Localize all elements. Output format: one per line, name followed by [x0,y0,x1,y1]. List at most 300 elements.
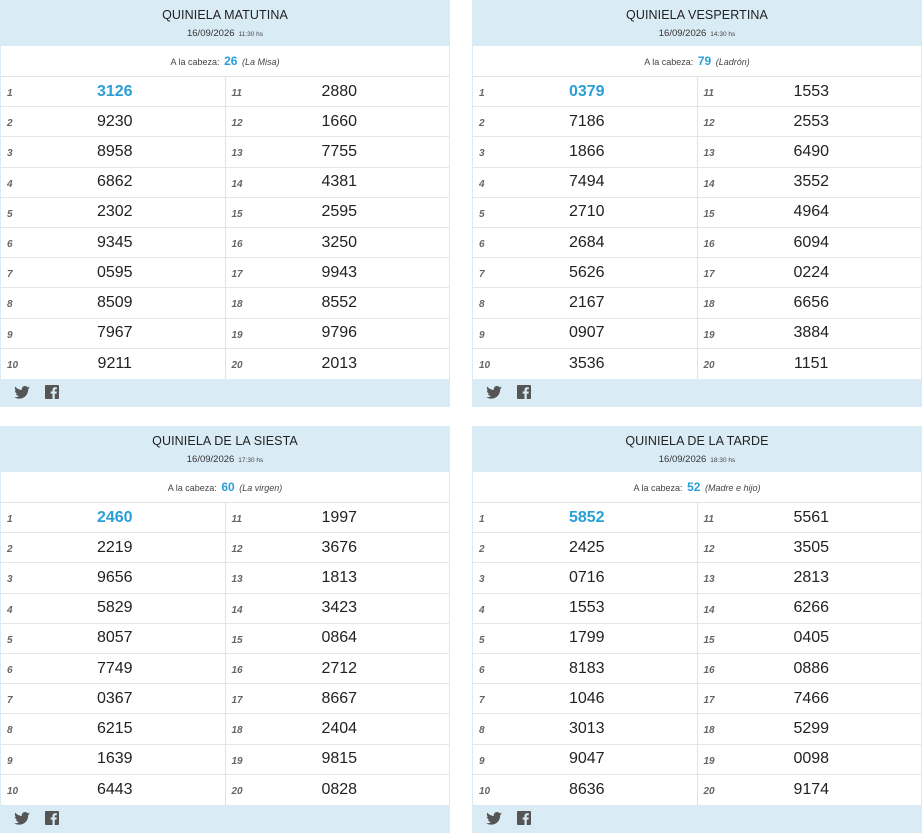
result-number: 2710 [568,203,605,221]
position-label: 1 [7,514,13,526]
result-row [698,258,922,288]
result-row [1,228,225,258]
result-number: 8057 [96,629,133,647]
position-label: 13 [703,148,715,160]
result-number: 4381 [321,173,358,191]
result-number: 7749 [96,659,133,677]
position-label: 17 [703,269,715,281]
panel-header [0,0,450,46]
result-row [473,258,697,288]
result-row [473,137,697,167]
result-number: 2553 [793,112,830,130]
draw-date [472,28,922,39]
result-row [698,714,922,744]
result-row [698,684,922,714]
position-label: 17 [231,695,243,707]
result-number: 6215 [96,719,133,737]
quiniela-panel [472,426,922,833]
result-row [1,594,225,624]
result-number: 2219 [96,538,133,556]
result-row [1,288,225,318]
cabeza-meaning: (Madre e hijo) [704,483,761,493]
result-row [226,77,450,107]
result-row [698,349,922,379]
results-grid [1,77,449,379]
position-label: 2 [7,544,13,556]
result-number: 7494 [568,173,605,191]
result-number: 1553 [793,82,830,100]
result-row [1,198,225,228]
result-row [473,533,697,563]
results-table [1,472,449,805]
facebook-icon[interactable] [44,811,60,825]
result-number: 8958 [96,142,133,160]
position-label: 9 [479,755,485,767]
result-number: 4964 [793,203,830,221]
position-label: 11 [231,88,242,100]
position-label: 7 [479,695,485,707]
position-label: 5 [479,634,485,646]
result-number: 2595 [321,203,358,221]
result-row [1,714,225,744]
result-row [226,654,450,684]
position-label: 12 [231,118,243,130]
position-label: 3 [479,148,485,160]
result-number: 1799 [568,629,605,647]
results-column-right [698,77,922,379]
result-row [1,775,225,805]
result-number: 0379 [568,82,605,100]
share-bar [472,379,922,406]
result-number: 3505 [793,538,830,556]
result-number: 8636 [568,780,605,798]
result-row [1,258,225,288]
position-label: 16 [231,665,243,677]
result-row [226,533,450,563]
result-row [226,624,450,654]
position-label: 2 [7,118,13,130]
result-number: 2404 [321,719,358,737]
result-row [698,228,922,258]
result-row [226,775,450,805]
result-number: 1866 [568,142,605,160]
position-label: 17 [703,695,715,707]
result-row [226,168,450,198]
result-number: 2684 [568,233,605,251]
result-number: 9656 [96,568,133,586]
position-label: 20 [231,786,243,798]
result-row [226,563,450,593]
panel-header [472,426,922,472]
panel-title: QUINIELA DE LA TARDE [625,434,769,448]
position-label: 1 [479,88,485,100]
result-number: 0367 [96,689,133,707]
quiniela-panel [472,0,922,407]
result-number: 6490 [793,142,830,160]
position-label: 15 [231,634,243,646]
result-row [1,137,225,167]
result-number: 3126 [96,82,133,100]
cabeza-number: 60 [221,480,235,494]
result-row [698,775,922,805]
cabeza-number: 26 [224,54,238,68]
position-label: 18 [703,725,715,737]
cabeza-number: 52 [687,480,701,494]
draw-time: 18:30 hs [710,457,736,464]
result-row [473,228,697,258]
position-label: 15 [703,634,715,646]
result-number: 5299 [793,719,830,737]
position-label: 7 [479,269,485,281]
draw-date [472,454,922,465]
share-bar [0,805,450,832]
position-label: 17 [231,269,243,281]
result-number: 2302 [96,203,133,221]
result-number: 1997 [321,508,358,526]
position-label: 4 [7,604,13,616]
result-number: 2880 [321,82,358,100]
result-row [473,775,697,805]
result-row [226,288,450,318]
position-label: 19 [703,755,715,767]
result-number: 3676 [321,538,358,556]
quiniela-panel [0,426,450,833]
position-label: 8 [7,299,13,311]
result-row [226,594,450,624]
position-label: 10 [479,360,491,372]
results-grid [1,503,449,805]
position-label: 20 [703,786,715,798]
result-row [473,77,697,107]
position-label: 16 [703,239,715,251]
draw-time: 17:30 hs [238,457,264,464]
results-grid [473,503,921,805]
cabeza-label: A la cabeza: [167,483,217,493]
position-label: 10 [7,360,19,372]
result-row [473,319,697,349]
draw-date [0,28,450,39]
result-row [698,168,922,198]
position-label: 18 [703,299,715,311]
position-label: 8 [479,299,485,311]
position-label: 16 [231,239,243,251]
result-number: 0864 [321,629,358,647]
cabeza-meaning: (La Misa) [241,57,280,67]
result-number: 1813 [321,568,358,586]
result-row [473,563,697,593]
result-number: 0716 [568,568,605,586]
position-label: 14 [231,604,243,616]
result-row [473,594,697,624]
result-row [226,137,450,167]
position-label: 7 [7,269,13,281]
result-row [226,745,450,775]
result-number: 8667 [321,689,358,707]
result-row [698,624,922,654]
result-row [473,349,697,379]
result-row [473,503,697,533]
result-number: 9211 [97,354,132,372]
result-number: 0098 [793,750,830,768]
result-number: 0907 [568,324,605,342]
panel-header [0,426,450,472]
result-number: 9230 [96,112,133,130]
position-label: 6 [7,239,13,251]
position-label: 2 [479,544,485,556]
cabeza-number: 79 [697,54,712,68]
position-label: 6 [479,665,485,677]
result-row [1,684,225,714]
result-row [698,288,922,318]
results-column-left [1,77,226,379]
result-row [698,594,922,624]
position-label: 4 [479,178,485,190]
draw-time: 11:30 hs [238,31,263,38]
position-label: 12 [703,544,715,556]
result-row [473,168,697,198]
quiniela-panel [0,0,450,407]
result-number: 0886 [793,659,830,677]
result-number: 3250 [321,233,358,251]
cabeza-line [1,46,449,77]
twitter-icon[interactable] [486,811,502,825]
result-number: 3423 [321,599,358,617]
position-label: 19 [703,329,715,341]
position-label: 9 [7,329,13,341]
cabeza-line [473,46,921,77]
position-label: 1 [7,88,13,100]
position-label: 6 [479,239,485,251]
result-number: 3013 [568,719,605,737]
result-row [1,168,225,198]
result-row [1,77,225,107]
cabeza-meaning: (Ladrón) [715,57,750,67]
result-row [698,137,922,167]
position-label: 12 [231,544,243,556]
result-row [1,107,225,137]
position-label: 13 [703,574,715,586]
result-row [698,745,922,775]
result-number: 1046 [568,689,605,707]
position-label: 18 [231,725,243,737]
twitter-icon[interactable] [486,385,502,399]
result-row [226,198,450,228]
share-bar [0,379,450,406]
draw-date-value: 16/09/2026 [186,454,235,465]
result-number: 6862 [96,173,133,191]
result-number: 2425 [568,538,605,556]
results-table [473,46,921,379]
panel-title: QUINIELA MATUTINA [162,8,288,22]
result-row [226,107,450,137]
result-row [698,107,922,137]
result-row [226,228,450,258]
position-label: 11 [231,514,242,526]
result-row [226,349,450,379]
result-number: 6266 [793,599,830,617]
position-label: 3 [479,574,485,586]
draw-time: 14:30 hs [710,31,736,38]
result-number: 9174 [793,780,830,798]
result-row [1,563,225,593]
result-row [473,288,697,318]
results-table [473,472,921,805]
result-number: 7967 [96,324,133,342]
panel-header [472,0,922,46]
position-label: 4 [7,178,13,190]
result-row [1,349,225,379]
result-number: 9943 [321,263,358,281]
result-number: 5829 [96,599,133,617]
results-column-right [698,503,922,805]
cabeza-label: A la cabeza: [633,483,683,493]
results-column-left [473,77,698,379]
facebook-icon[interactable] [516,811,532,825]
position-label: 8 [479,725,485,737]
position-label: 11 [703,514,714,526]
position-label: 9 [479,329,485,341]
result-row [226,503,450,533]
result-number: 3536 [568,354,605,372]
position-label: 12 [703,118,715,130]
result-row [698,533,922,563]
position-label: 19 [231,329,243,341]
result-number: 2712 [321,659,358,677]
results-column-left [1,503,226,805]
position-label: 20 [231,360,243,372]
results-grid [473,77,921,379]
position-label: 15 [231,208,243,220]
result-number: 5626 [568,263,605,281]
position-label: 13 [231,148,243,160]
result-number: 8183 [568,659,605,677]
result-number: 9345 [96,233,133,251]
position-label: 5 [479,208,485,220]
position-label: 5 [7,634,13,646]
results-column-right [226,503,450,805]
panel-title: QUINIELA DE LA SIESTA [152,434,298,448]
result-row [226,714,450,744]
result-number: 0828 [321,780,358,798]
position-label: 15 [703,208,715,220]
position-label: 11 [703,88,714,100]
result-row [698,198,922,228]
result-row [473,654,697,684]
position-label: 14 [703,604,715,616]
result-row [698,319,922,349]
result-row [473,624,697,654]
result-number: 5852 [568,508,605,526]
result-row [473,745,697,775]
result-number: 1660 [321,112,358,130]
result-number: 2167 [568,293,605,311]
result-row [1,503,225,533]
cabeza-line [473,472,921,503]
result-number: 5561 [793,508,830,526]
cabeza-label: A la cabeza: [644,57,694,67]
position-label: 20 [703,360,715,372]
position-label: 16 [703,665,715,677]
facebook-icon[interactable] [516,385,532,399]
facebook-icon[interactable] [44,385,60,399]
result-number: 0224 [793,263,830,281]
result-number: 0405 [793,629,830,647]
draw-date-value: 16/09/2026 [658,28,707,39]
result-number: 8509 [96,293,133,311]
position-label: 4 [479,604,485,616]
result-row [473,107,697,137]
position-label: 2 [479,118,485,130]
result-row [1,533,225,563]
result-number: 3884 [793,324,830,342]
result-row [473,714,697,744]
draw-date-value: 16/09/2026 [658,454,707,465]
position-label: 7 [7,695,13,707]
twitter-icon[interactable] [14,385,30,399]
result-number: 6094 [793,233,830,251]
result-row [698,503,922,533]
position-label: 3 [7,148,13,160]
draw-date [0,454,450,465]
result-number: 9047 [568,750,605,768]
share-bar [472,805,922,832]
result-row [473,684,697,714]
result-number: 7466 [793,689,830,707]
position-label: 6 [7,665,13,677]
result-row [698,654,922,684]
position-label: 13 [231,574,243,586]
result-number: 0595 [96,263,133,281]
position-label: 14 [231,178,243,190]
result-row [698,77,922,107]
results-column-right [226,77,450,379]
results-column-left [473,503,698,805]
position-label: 19 [231,755,243,767]
position-label: 18 [231,299,243,311]
cabeza-label: A la cabeza: [170,57,220,67]
result-number: 7186 [568,112,605,130]
position-label: 3 [7,574,13,586]
cabeza-meaning: (La virgen) [239,483,283,493]
position-label: 14 [703,178,715,190]
position-label: 8 [7,725,13,737]
result-row [1,624,225,654]
result-row [698,563,922,593]
result-row [1,319,225,349]
result-number: 2813 [793,568,830,586]
results-table [1,46,449,379]
position-label: 1 [479,514,485,526]
result-row [226,258,450,288]
result-row [226,319,450,349]
cabeza-line [1,472,449,503]
twitter-icon[interactable] [14,811,30,825]
position-label: 10 [7,786,19,798]
result-number: 2013 [321,354,358,372]
result-row [226,684,450,714]
result-number: 7755 [321,142,358,160]
result-row [1,654,225,684]
result-number: 9815 [321,750,358,768]
result-number: 6656 [793,293,830,311]
position-label: 9 [7,755,13,767]
result-number: 1639 [96,750,133,768]
result-number: 2460 [96,508,133,526]
result-row [1,745,225,775]
draw-date-value: 16/09/2026 [186,28,235,39]
result-number: 8552 [321,293,358,311]
position-label: 5 [7,208,13,220]
